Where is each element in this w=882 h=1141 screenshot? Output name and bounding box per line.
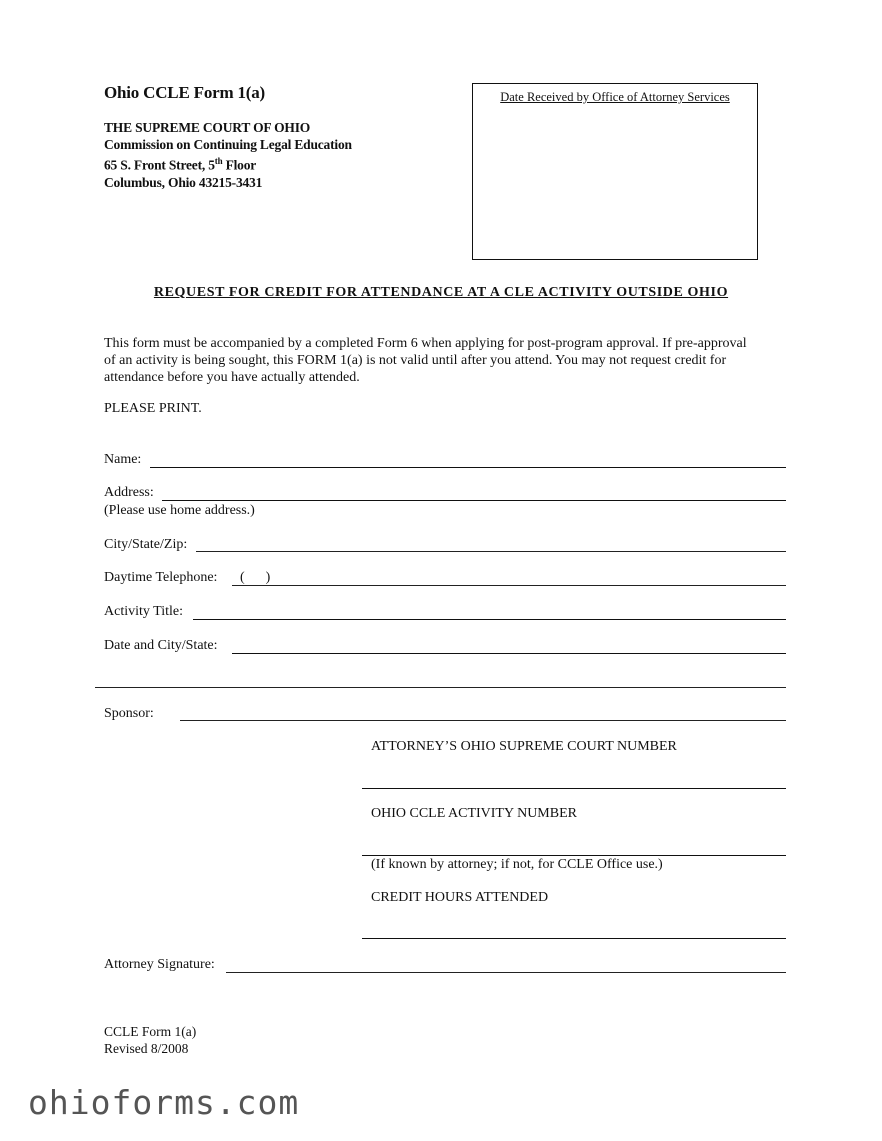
telephone-label: Daytime Telephone: [104,570,218,585]
sponsor-field[interactable] [180,720,786,721]
activity-number-field[interactable] [362,855,786,856]
name-field[interactable] [150,467,786,468]
intro-paragraph: This form must be accompanied by a completed Form 6 when applying for post-program approval. If pre-approval of an activity is being sought, this FORM 1(a) is not valid until after you attend. You may not request credit for attendance before you have actually attended. [104,336,747,385]
date-city-label: Date and City/State: [104,638,218,653]
form-footer [104,1023,196,1057]
city-state-zip: Columbus, Ohio 43215-3431 [104,174,263,190]
city-state-zip-label: City/State/Zip: [104,537,188,552]
sponsor-label: Sponsor: [104,706,154,721]
telephone-field[interactable] [232,585,786,586]
attorney-number-field[interactable] [362,788,786,789]
credit-hours-label: CREDIT HOURS ATTENDED [371,890,549,905]
request-title: REQUEST FOR CREDIT FOR ATTENDANCE AT A CLE ACTIVITY OUTSIDE OHIO [153,285,729,300]
footer-form-id: CCLE Form 1(a) [104,1024,197,1039]
footer-revised: Revised 8/2008 [104,1041,189,1056]
attorney-number-label: ATTORNEY’S OHIO SUPREME COURT NUMBER [371,739,677,754]
activity-number-label: OHIO CCLE ACTIVITY NUMBER [371,806,577,821]
activity-title-field[interactable] [193,619,786,620]
date-received-box [472,83,758,260]
signature-label: Attorney Signature: [104,957,215,972]
name-label: Name: [104,452,142,467]
activity-number-note: (If known by attorney; if not, for CCLE Office use.) [371,857,663,872]
address-label: Address: [104,485,154,500]
commission-name: Commission on Continuing Legal Education [104,137,352,152]
signature-field[interactable] [226,972,786,973]
please-print-note: PLEASE PRINT. [104,401,202,416]
credit-hours-field[interactable] [362,938,786,939]
address-field[interactable] [162,500,786,501]
city-state-zip-field[interactable] [196,551,786,552]
street-address: 65 S. Front Street, 5th Floor [104,156,257,173]
area-code-parens: ( ) [240,570,271,585]
date-received-label: Date Received by Office of Attorney Services [500,90,730,104]
watermark-text: ohioforms.com [28,1083,300,1122]
date-city-field[interactable] [232,653,786,654]
address-note: (Please use home address.) [104,503,255,518]
court-address-block [104,119,352,191]
form-title: Ohio CCLE Form 1(a) [104,83,265,102]
activity-title-label: Activity Title: [104,604,183,619]
court-name: THE SUPREME COURT OF OHIO [104,120,311,135]
section-divider [95,687,786,688]
